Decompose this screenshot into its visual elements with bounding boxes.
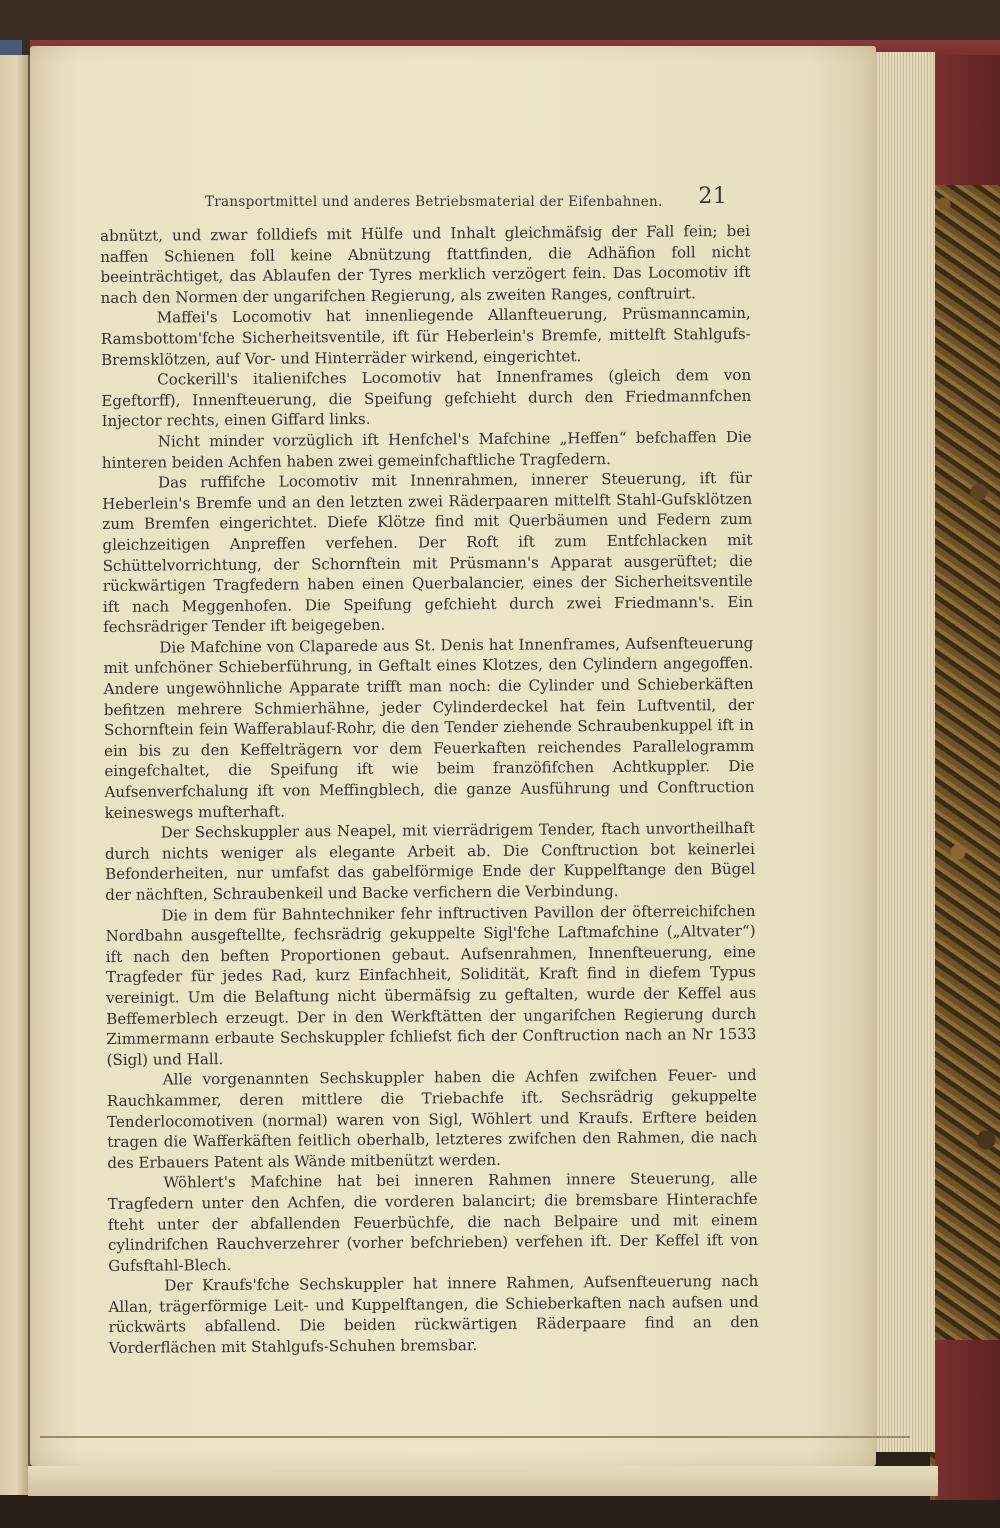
paragraph: Der Kraufs'fche Sechskuppler hat innere Rahmen, Aufsenfteuerung nach Allan, trägerförmige Leit- und Kuppelftangen, die Schieberkaften nach aufsen und rückwärts abfallend. Die beiden rückwärtigen Räderpaare find an den Vorderflächen mit Stahlgufs-Schuhen bremsbar. xyxy=(108,1272,759,1358)
paragraph: Die Mafchine von Claparede aus St. Denis hat Innenframes, Aufsenfteuerung mit unfchöner Schieberführung, in Geftalt eines Klotzes, den Cylindern angegoffen. Andere ungewöhnliche Apparate trifft man noch: die Cylinder und Schieberkäften befitzen mehrere Schmierhähne, jeder Cylinderdeckel hat fein Luftventil, der Schornftein fein Wafferablauf-Rohr, die den Tender ziehende Schraubenkuppel ift in ein bis zu den Keffelträgern vor dem Feuerkaften reichendes Parallelogramm eingefchaltet, die Speifung ift wie beim franzöfifchen Achtkuppler. Die Aufsenverfchalung ift von Meffingblech, die ganze Ausführung und Conftruction keineswegs mufterhaft. xyxy=(103,633,755,822)
paragraph: Das ruffifche Locomotiv mit Innenrahmen, innerer Steuerung, ift für Heberlein's Bremfe und an den letzten zwei Räderpaaren mittelft Stahl-Gufsklötzen zum Bremfen eingerichtet. Diefe Klötze find mit Querbäumen und Federn zum gleichzeitigen Anpreffen verfehen. Der Roft ift zum Entfchlacken mit Schüttelvorrichtung, der Schornftein mit Prüsmann's Apparat ausgerüftet; die rückwärtigen Tragfedern haben einen Querbalancier, eines der Sicherheitsventile ift nach Meggenhofen. Die Speifung gefchieht durch zwei Friedmann's. Ein fechsrädriger Tender ift beigegeben. xyxy=(102,469,754,637)
running-title: Transportmittel und anderes Betriebsmaterial der Eifenbahnen. xyxy=(205,194,663,210)
paragraph: Alle vorgenannten Sechskuppler haben die Achfen zwifchen Feuer- und Rauchkammer, deren mittlere die Triebachfe ift. Sechsrädrig gekuppelte Tenderlocomotiven (normal) waren von Sigl, Wöhlert und Kraufs. Erftere beiden tragen die Wafferkäften feitlich oberhalb, letzteres zwifchen den Rahmen, die nach des Erbauers Patent als Wände mitbenützt werden. xyxy=(106,1066,758,1172)
leather-corner-bottom xyxy=(935,1340,1000,1500)
paragraph: abnützt, und zwar folldiefs mit Hülfe und Inhalt gleichmäfsig der Fall fein; bei naffen Schienen foll keine Abnützung ftattfinden, die Adhäfion foll nicht beeinträchtiget, das Ablaufen der Tyres merklich verzögert fein. Das Locomotiv ift nach den Normen der ungarifchen Regierung, als zweiten Ranges, conftruirt. xyxy=(100,221,751,307)
paragraph: Cockerill's italienifches Locomotiv hat Innenframes (gleich dem von Egeftorff), Innenfteuerung, die Speifung gefchieht durch den Friedmannfchen Injector rechts, einen Giffard links. xyxy=(101,366,752,431)
page-header xyxy=(205,184,735,218)
paragraph: Nicht minder vorzüglich ift Henfchel's Mafchine „Heffen“ befchaffen Die hinteren beiden Achfen haben zwei gemeinfchaftliche Tragfedern. xyxy=(101,427,752,472)
paragraph: Maffei's Locomotiv hat innenliegende Allanfteuerung, Prüsmanncamin, Ramsbottom'fche Sicherheitsventile, ift für Heberlein's Bremfe, mittelft Stahlgufs-Bremsklötzen, auf Vor- und Hinterräder wirkend, eingerichtet. xyxy=(100,304,751,369)
page-bottom-edge xyxy=(28,1466,938,1496)
leather-corner-top xyxy=(935,55,1000,185)
left-page-edge xyxy=(0,55,30,1495)
page-stack-edges xyxy=(872,52,935,1452)
page-number: 21 xyxy=(698,184,727,209)
marbled-cover xyxy=(930,60,1000,1500)
page-bottom-rule xyxy=(40,1436,910,1438)
paragraph: Die in dem für Bahntechniker fehr inftructiven Pavillon der öfterreichifchen Nordbahn ausgeftellte, fechsrädrig gekuppelte Sigl'fche Laftmafchine („Altvater“) ift nach den beften Proportionen gebaut. Aufsenrahmen, Innenfteuerung, eine Tragfeder für jedes Rad, kurz Einfachheit, Solidität, Kraft find in diefem Typus vereinigt. Um die Belaftung nicht übermäfsig zu geftalten, wurde der Keffel aus Beffemerblech erzeugt. Der in den Werkftätten der ungarifchen Regierung durch Zimmermann erbaute Sechskuppler fchliefst fich der Conftruction nach an Nr 1533 (Sigl) und Hall. xyxy=(105,901,757,1069)
body-text xyxy=(100,221,759,1358)
paragraph: Wöhlert's Mafchine hat bei inneren Rahmen innere Steuerung, alle Tragfedern unter den Achfen, die vorderen balancirt; die bremsbare Hinterachfe fteht unter der abfallenden Feuerbüchfe, die nach Belpaire und mit einem cylindrifchen Rauchverzehrer (vorher befchrieben) verfehen ift. Der Keffel ift von Gufsftahl-Blech. xyxy=(107,1169,759,1275)
paragraph: Der Sechskuppler aus Neapel, mit vierrädrigem Tender, ftach unvortheilhaft durch nichts weniger als elegante Arbeit ab. Die Conftruction bot keinerlei Befonderheiten, nur umfafst das gabelförmige Ende der Kuppelftange den Bügel der nächften, Schraubenkeil und Backe verfichern die Verbindung. xyxy=(104,819,756,904)
